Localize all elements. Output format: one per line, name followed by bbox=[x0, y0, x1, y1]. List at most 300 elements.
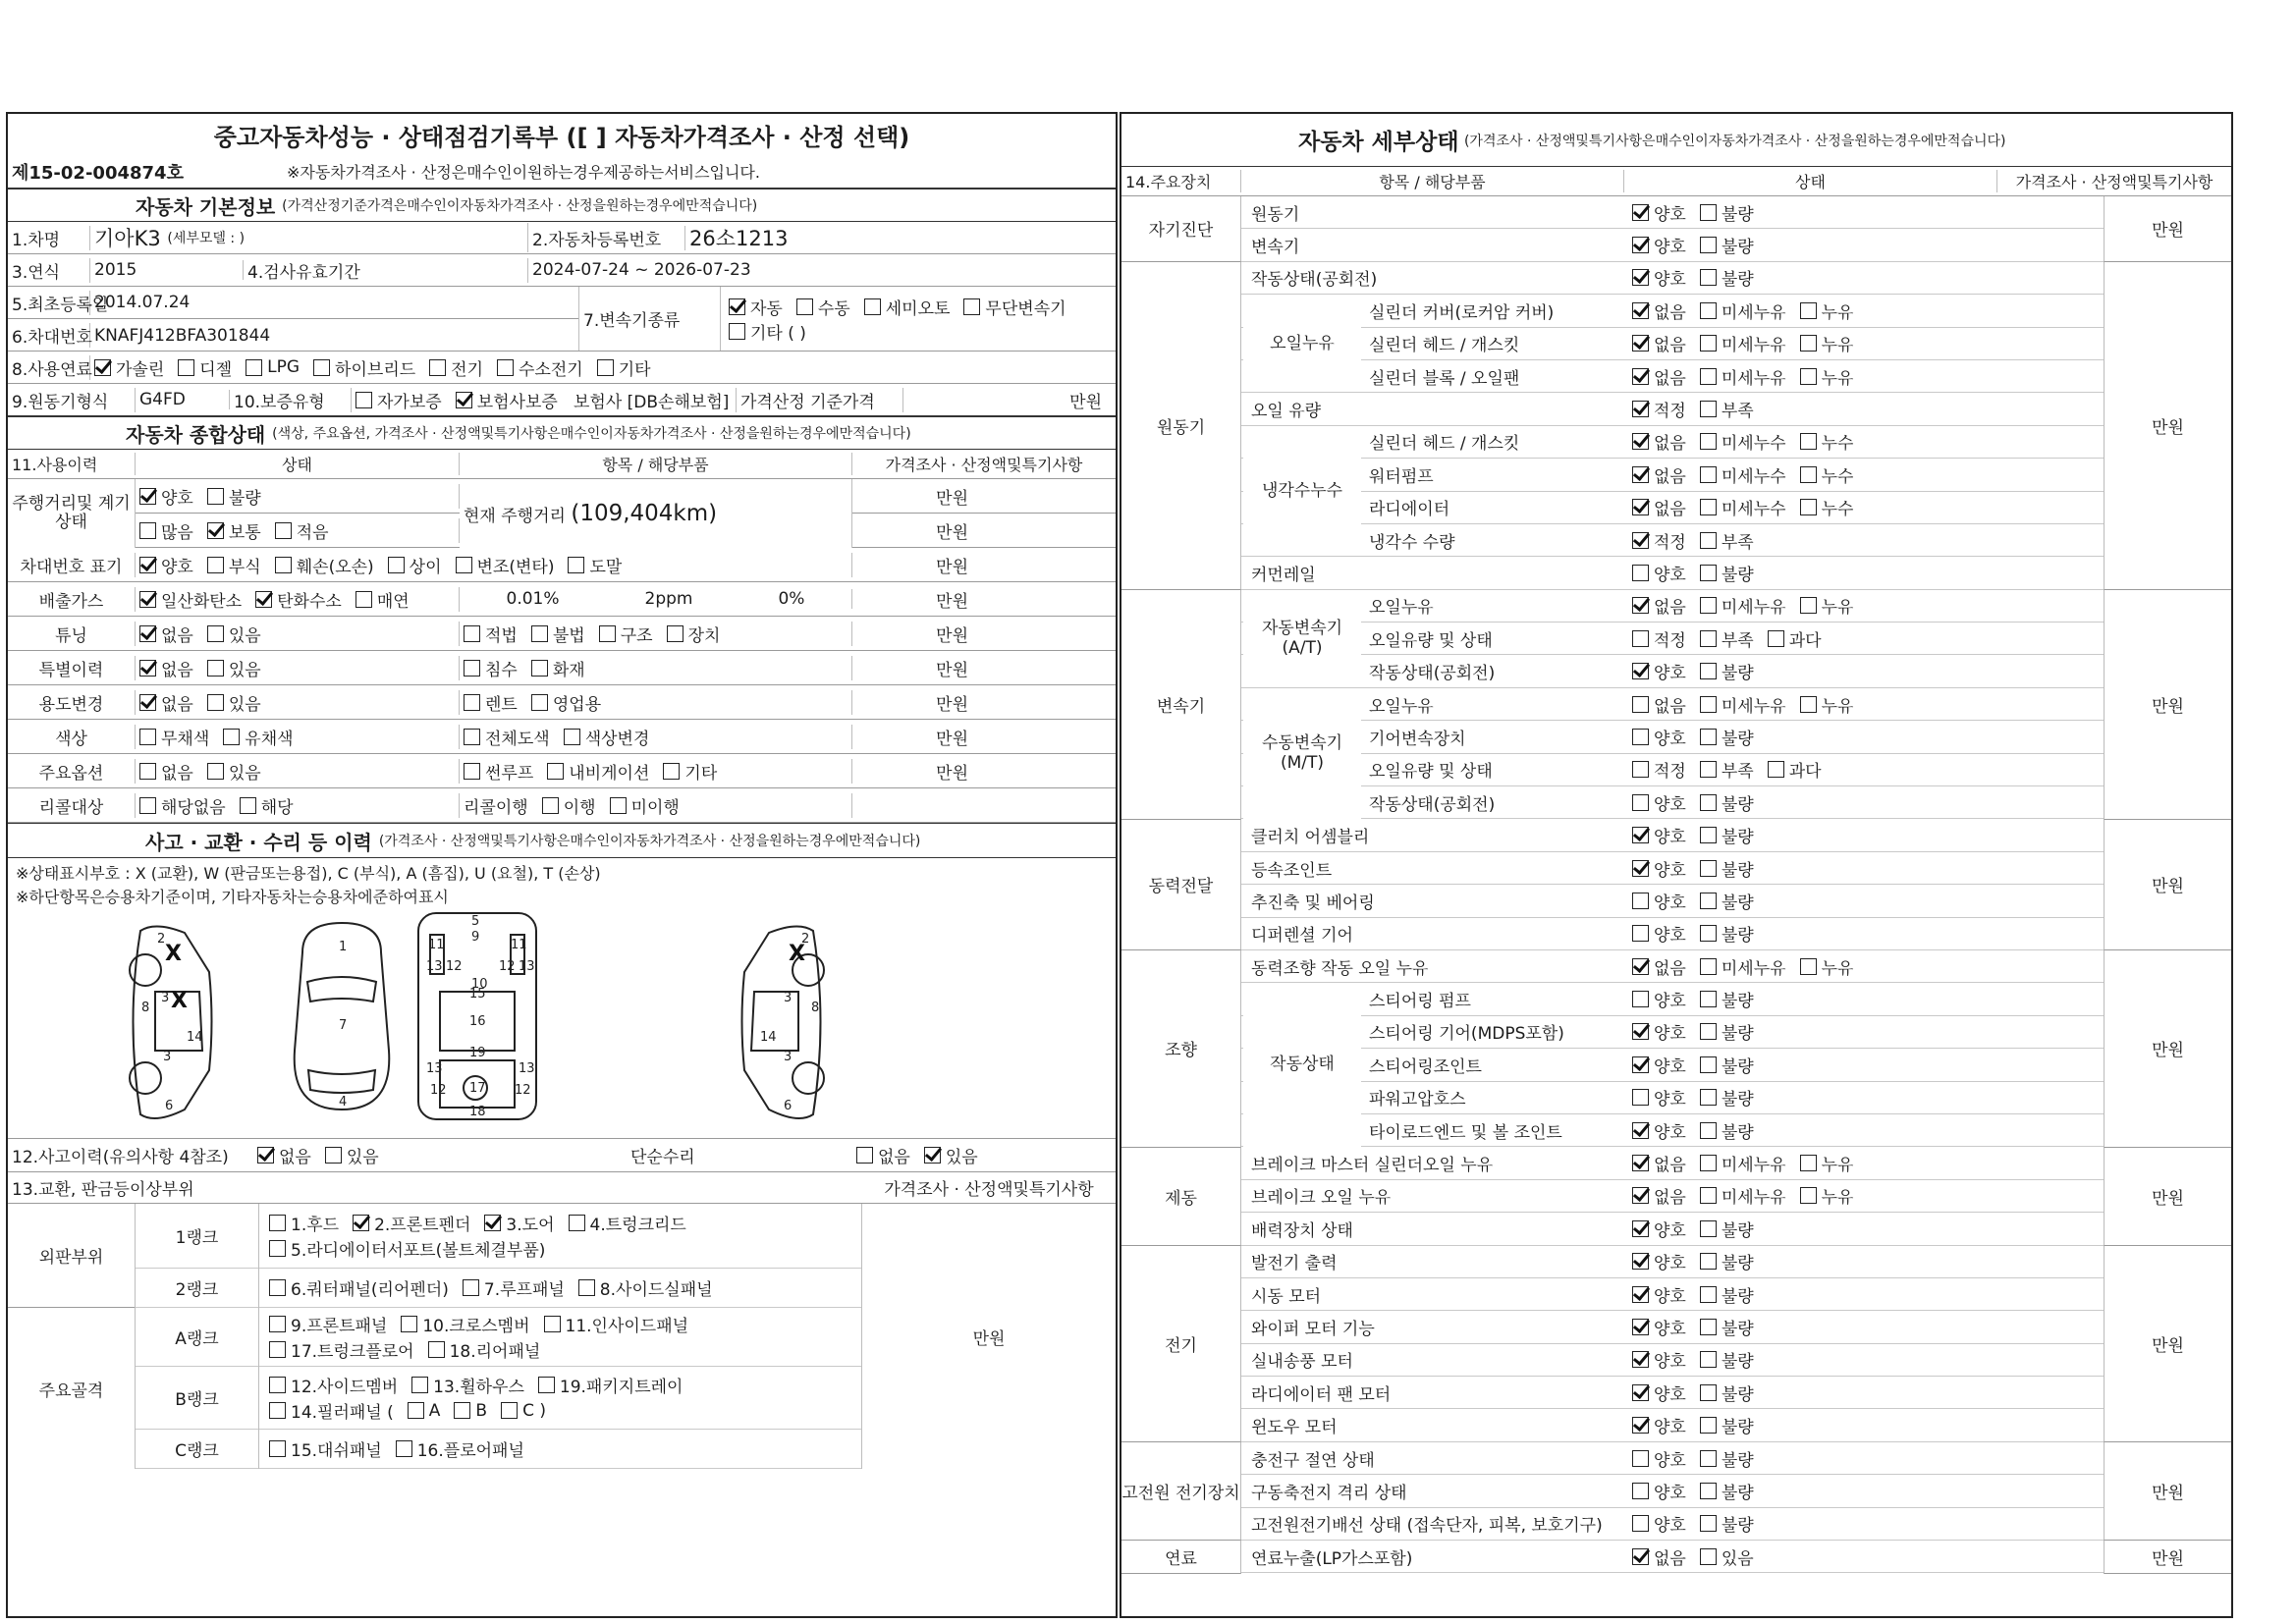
checkbox-option[interactable]: LPG bbox=[246, 357, 300, 377]
checkbox-option[interactable]: 전기 bbox=[429, 355, 483, 380]
checkbox-checked[interactable] bbox=[924, 1147, 941, 1164]
checkbox-checked[interactable] bbox=[139, 591, 156, 608]
checkbox-checked[interactable] bbox=[1632, 499, 1649, 515]
checkbox-option[interactable]: 미세누유 bbox=[1700, 692, 1786, 717]
checkbox-option[interactable]: 전체도색 bbox=[464, 725, 550, 749]
checkbox-checked[interactable] bbox=[255, 591, 272, 608]
checkbox-option[interactable]: 불량 bbox=[1700, 1347, 1754, 1372]
checkbox-unchecked[interactable] bbox=[464, 694, 480, 711]
checkbox-unchecked[interactable] bbox=[464, 625, 480, 642]
checkbox-unchecked[interactable] bbox=[1700, 1483, 1717, 1499]
checkbox-unchecked[interactable] bbox=[1700, 302, 1717, 319]
checkbox-option[interactable]: A bbox=[408, 1401, 441, 1421]
checkbox-unchecked[interactable] bbox=[408, 1402, 424, 1419]
checkbox-option[interactable]: 기타 bbox=[663, 759, 717, 784]
checkbox-option[interactable]: 불량 bbox=[1700, 1053, 1754, 1077]
checkbox-unchecked[interactable] bbox=[1700, 499, 1717, 515]
checkbox-checked[interactable] bbox=[139, 488, 156, 505]
checkbox-unchecked[interactable] bbox=[464, 729, 480, 745]
checkbox-unchecked[interactable] bbox=[1700, 893, 1717, 909]
checkbox-option[interactable]: 16.플로어패널 bbox=[396, 1436, 524, 1461]
checkbox-unchecked[interactable] bbox=[207, 557, 224, 573]
checkbox-unchecked[interactable] bbox=[544, 1316, 561, 1332]
checkbox-option[interactable]: 불량 bbox=[1700, 200, 1754, 225]
checkbox-option[interactable]: 없음 bbox=[139, 759, 193, 784]
checkbox-unchecked[interactable] bbox=[1700, 1023, 1717, 1040]
checkbox-option[interactable]: 불량 bbox=[1700, 1217, 1754, 1241]
checkbox-option[interactable]: 없음 bbox=[856, 1143, 910, 1167]
checkbox-option[interactable]: 하이브리드 bbox=[313, 355, 415, 380]
checkbox-option[interactable]: 없음 bbox=[1632, 495, 1686, 519]
checkbox-unchecked[interactable] bbox=[531, 660, 548, 677]
checkbox-option[interactable]: 디젤 bbox=[178, 355, 232, 380]
checkbox-unchecked[interactable] bbox=[355, 591, 372, 608]
checkbox-option[interactable]: 해당 bbox=[240, 793, 294, 818]
checkbox-checked[interactable] bbox=[1632, 597, 1649, 614]
checkbox-option[interactable]: 19.패키지트레이 bbox=[538, 1373, 683, 1397]
checkbox-option[interactable]: 양호 bbox=[1632, 659, 1686, 683]
checkbox-unchecked[interactable] bbox=[538, 1377, 555, 1393]
checkbox-unchecked[interactable] bbox=[139, 797, 156, 814]
checkbox-unchecked[interactable] bbox=[1700, 729, 1717, 745]
checkbox-unchecked[interactable] bbox=[355, 392, 372, 408]
checkbox-checked[interactable] bbox=[1632, 1023, 1649, 1040]
checkbox-option[interactable]: 유채색 bbox=[223, 725, 293, 749]
checkbox-unchecked[interactable] bbox=[963, 298, 980, 315]
checkbox-option[interactable]: 불량 bbox=[1700, 659, 1754, 683]
checkbox-option[interactable]: 렌트 bbox=[464, 690, 518, 715]
checkbox-option[interactable]: 양호 bbox=[1632, 790, 1686, 815]
checkbox-unchecked[interactable] bbox=[1700, 958, 1717, 975]
checkbox-unchecked[interactable] bbox=[568, 557, 584, 573]
checkbox-checked[interactable] bbox=[94, 359, 111, 376]
checkbox-option[interactable]: 자가보증 bbox=[355, 388, 442, 412]
checkbox-unchecked[interactable] bbox=[139, 729, 156, 745]
checkbox-option[interactable]: 상이 bbox=[388, 553, 442, 577]
checkbox-option[interactable]: 색상변경 bbox=[564, 725, 650, 749]
checkbox-checked[interactable] bbox=[1632, 368, 1649, 385]
checkbox-unchecked[interactable] bbox=[269, 1279, 286, 1296]
checkbox-option[interactable]: 침수 bbox=[464, 656, 518, 680]
checkbox-option[interactable]: 미세누유 bbox=[1700, 954, 1786, 979]
checkbox-option[interactable]: 이행 bbox=[542, 793, 596, 818]
checkbox-option[interactable]: 과다 bbox=[1768, 757, 1822, 782]
checkbox-unchecked[interactable] bbox=[1700, 696, 1717, 713]
checkbox-unchecked[interactable] bbox=[207, 488, 224, 505]
checkbox-checked[interactable] bbox=[1632, 269, 1649, 286]
checkbox-option[interactable]: 있음 bbox=[207, 759, 261, 784]
checkbox-option[interactable]: 부족 bbox=[1700, 528, 1754, 553]
checkbox-unchecked[interactable] bbox=[1700, 663, 1717, 679]
checkbox-unchecked[interactable] bbox=[1768, 630, 1784, 647]
checkbox-checked[interactable] bbox=[1632, 860, 1649, 877]
checkbox-checked[interactable] bbox=[1632, 1319, 1649, 1335]
checkbox-option[interactable]: 없음 bbox=[1632, 593, 1686, 618]
checkbox-option[interactable]: 양호 bbox=[1632, 1315, 1686, 1339]
checkbox-checked[interactable] bbox=[1632, 204, 1649, 221]
checkbox-option[interactable]: 누수 bbox=[1800, 429, 1854, 454]
checkbox-option[interactable]: 양호 bbox=[1632, 1380, 1686, 1405]
checkbox-option[interactable]: 불량 bbox=[1700, 265, 1754, 290]
checkbox-unchecked[interactable] bbox=[269, 1402, 286, 1419]
checkbox-checked[interactable] bbox=[456, 392, 472, 408]
checkbox-option[interactable]: 양호 bbox=[1632, 823, 1686, 847]
checkbox-option[interactable]: 누유 bbox=[1800, 692, 1854, 717]
checkbox-option[interactable]: 양호 bbox=[1632, 1118, 1686, 1143]
checkbox-option[interactable]: 적음 bbox=[275, 518, 329, 543]
checkbox-unchecked[interactable] bbox=[269, 1440, 286, 1457]
checkbox-checked[interactable] bbox=[484, 1215, 501, 1231]
checkbox-option[interactable]: 11.인사이드패널 bbox=[544, 1312, 689, 1336]
checkbox-option[interactable]: 양호 bbox=[1632, 1085, 1686, 1110]
checkbox-checked[interactable] bbox=[1632, 466, 1649, 483]
checkbox-option[interactable]: 14.필러패널 ( bbox=[269, 1398, 394, 1423]
checkbox-option[interactable]: 보통 bbox=[207, 518, 261, 543]
checkbox-unchecked[interactable] bbox=[396, 1440, 412, 1457]
checkbox-checked[interactable] bbox=[139, 660, 156, 677]
checkbox-unchecked[interactable] bbox=[564, 729, 580, 745]
checkbox-option[interactable]: 많음 bbox=[139, 518, 193, 543]
checkbox-option[interactable]: 누유 bbox=[1800, 1183, 1854, 1208]
checkbox-unchecked[interactable] bbox=[269, 1377, 286, 1393]
checkbox-unchecked[interactable] bbox=[269, 1240, 286, 1257]
checkbox-unchecked[interactable] bbox=[1700, 1253, 1717, 1270]
checkbox-unchecked[interactable] bbox=[1700, 761, 1717, 778]
checkbox-option[interactable]: 불량 bbox=[1700, 1511, 1754, 1536]
checkbox-option[interactable]: 없음 bbox=[139, 690, 193, 715]
checkbox-option[interactable]: 누유 bbox=[1800, 331, 1854, 355]
checkbox-unchecked[interactable] bbox=[1768, 761, 1784, 778]
checkbox-unchecked[interactable] bbox=[597, 359, 614, 376]
checkbox-option[interactable]: 있음 bbox=[207, 656, 261, 680]
checkbox-option[interactable]: 훼손(오손) bbox=[275, 553, 374, 577]
checkbox-option[interactable]: 불량 bbox=[1700, 1249, 1754, 1273]
checkbox-option[interactable]: 누유 bbox=[1800, 1151, 1854, 1175]
checkbox-option[interactable]: 도말 bbox=[568, 553, 622, 577]
checkbox-option[interactable]: 기타 bbox=[597, 355, 651, 380]
checkbox-unchecked[interactable] bbox=[1700, 433, 1717, 450]
checkbox-unchecked[interactable] bbox=[856, 1147, 873, 1164]
checkbox-unchecked[interactable] bbox=[1700, 630, 1717, 647]
checkbox-unchecked[interactable] bbox=[428, 1341, 445, 1358]
checkbox-checked[interactable] bbox=[1632, 1220, 1649, 1237]
checkbox-unchecked[interactable] bbox=[1700, 794, 1717, 811]
checkbox-option[interactable]: 18.리어패널 bbox=[428, 1337, 541, 1362]
checkbox-unchecked[interactable] bbox=[796, 298, 813, 315]
checkbox-option[interactable]: 양호 bbox=[1632, 987, 1686, 1011]
checkbox-unchecked[interactable] bbox=[1700, 991, 1717, 1007]
checkbox-unchecked[interactable] bbox=[207, 694, 224, 711]
checkbox-option[interactable]: 누유 bbox=[1800, 593, 1854, 618]
checkbox-unchecked[interactable] bbox=[1632, 1450, 1649, 1467]
checkbox-option[interactable]: 불량 bbox=[1700, 1446, 1754, 1471]
checkbox-unchecked[interactable] bbox=[207, 660, 224, 677]
checkbox-option[interactable]: 미이행 bbox=[610, 793, 680, 818]
checkbox-option[interactable]: 기타 ( ) bbox=[729, 319, 806, 344]
checkbox-unchecked[interactable] bbox=[1700, 532, 1717, 549]
checkbox-option[interactable]: 부족 bbox=[1700, 626, 1754, 651]
checkbox-option[interactable]: 1.후드 bbox=[269, 1211, 339, 1235]
checkbox-option[interactable]: 양호 bbox=[1632, 921, 1686, 946]
checkbox-option[interactable]: 없음 bbox=[139, 656, 193, 680]
checkbox-unchecked[interactable] bbox=[207, 763, 224, 780]
checkbox-checked[interactable] bbox=[1632, 1384, 1649, 1401]
checkbox-option[interactable]: 보험사보증 bbox=[456, 388, 558, 412]
checkbox-option[interactable]: 불량 bbox=[207, 484, 261, 509]
checkbox-unchecked[interactable] bbox=[429, 359, 446, 376]
checkbox-checked[interactable] bbox=[207, 522, 224, 539]
checkbox-option[interactable]: 불량 bbox=[1700, 1413, 1754, 1437]
checkbox-option[interactable]: 수동 bbox=[796, 295, 850, 319]
checkbox-option[interactable]: 없음 bbox=[139, 622, 193, 646]
checkbox-option[interactable]: 불량 bbox=[1700, 921, 1754, 946]
checkbox-option[interactable]: 누수 bbox=[1800, 495, 1854, 519]
checkbox-unchecked[interactable] bbox=[1700, 1319, 1717, 1335]
checkbox-unchecked[interactable] bbox=[1700, 1155, 1717, 1171]
checkbox-unchecked[interactable] bbox=[667, 625, 683, 642]
checkbox-checked[interactable] bbox=[1632, 1187, 1649, 1204]
checkbox-unchecked[interactable] bbox=[269, 1316, 286, 1332]
checkbox-option[interactable]: 화재 bbox=[531, 656, 585, 680]
checkbox-option[interactable]: 해당없음 bbox=[139, 793, 226, 818]
checkbox-option[interactable]: 양호 bbox=[1632, 889, 1686, 913]
checkbox-option[interactable]: 불량 bbox=[1700, 725, 1754, 749]
checkbox-option[interactable]: 없음 bbox=[1632, 429, 1686, 454]
checkbox-option[interactable]: 부식 bbox=[207, 553, 261, 577]
checkbox-option[interactable]: 적정 bbox=[1632, 397, 1686, 421]
checkbox-option[interactable]: 양호 bbox=[1632, 561, 1686, 585]
checkbox-unchecked[interactable] bbox=[1700, 1187, 1717, 1204]
checkbox-unchecked[interactable] bbox=[1700, 368, 1717, 385]
checkbox-unchecked[interactable] bbox=[1700, 1351, 1717, 1368]
checkbox-option[interactable]: 6.쿼터패널(리어펜더) bbox=[269, 1275, 449, 1300]
checkbox-checked[interactable] bbox=[1632, 532, 1649, 549]
checkbox-unchecked[interactable] bbox=[388, 557, 405, 573]
checkbox-unchecked[interactable] bbox=[1632, 1515, 1649, 1532]
checkbox-option[interactable]: 적정 bbox=[1632, 528, 1686, 553]
checkbox-unchecked[interactable] bbox=[246, 359, 262, 376]
checkbox-option[interactable]: 불량 bbox=[1700, 856, 1754, 881]
checkbox-option[interactable]: 장치 bbox=[667, 622, 721, 646]
checkbox-checked[interactable] bbox=[257, 1147, 274, 1164]
checkbox-checked[interactable] bbox=[1632, 1122, 1649, 1139]
checkbox-option[interactable]: 17.트렁크플로어 bbox=[269, 1337, 414, 1362]
checkbox-unchecked[interactable] bbox=[207, 625, 224, 642]
checkbox-checked[interactable] bbox=[1632, 302, 1649, 319]
checkbox-option[interactable]: 불량 bbox=[1700, 1380, 1754, 1405]
checkbox-option[interactable]: 불량 bbox=[1700, 1315, 1754, 1339]
checkbox-unchecked[interactable] bbox=[1632, 794, 1649, 811]
checkbox-option[interactable]: 매연 bbox=[355, 587, 410, 612]
checkbox-option[interactable]: 양호 bbox=[139, 484, 193, 509]
checkbox-unchecked[interactable] bbox=[729, 323, 745, 340]
checkbox-unchecked[interactable] bbox=[1632, 1089, 1649, 1106]
checkbox-option[interactable]: 양호 bbox=[1632, 200, 1686, 225]
checkbox-option[interactable]: 누유 bbox=[1800, 364, 1854, 389]
checkbox-unchecked[interactable] bbox=[1700, 335, 1717, 352]
checkbox-unchecked[interactable] bbox=[578, 1279, 595, 1296]
checkbox-unchecked[interactable] bbox=[139, 763, 156, 780]
checkbox-unchecked[interactable] bbox=[1700, 1056, 1717, 1073]
checkbox-option[interactable]: 미세누유 bbox=[1700, 593, 1786, 618]
checkbox-checked[interactable] bbox=[1632, 433, 1649, 450]
checkbox-unchecked[interactable] bbox=[1800, 696, 1817, 713]
checkbox-option[interactable]: 미세누수 bbox=[1700, 462, 1786, 487]
checkbox-checked[interactable] bbox=[1632, 958, 1649, 975]
checkbox-unchecked[interactable] bbox=[1700, 237, 1717, 253]
checkbox-unchecked[interactable] bbox=[463, 1279, 479, 1296]
checkbox-option[interactable]: 15.대쉬패널 bbox=[269, 1436, 382, 1461]
checkbox-option[interactable]: 없음 bbox=[1632, 331, 1686, 355]
checkbox-option[interactable]: 양호 bbox=[1632, 1479, 1686, 1503]
checkbox-unchecked[interactable] bbox=[501, 1402, 518, 1419]
checkbox-option[interactable]: 양호 bbox=[1632, 265, 1686, 290]
checkbox-option[interactable]: 양호 bbox=[1632, 1217, 1686, 1241]
checkbox-option[interactable]: 미세누수 bbox=[1700, 495, 1786, 519]
checkbox-unchecked[interactable] bbox=[1632, 991, 1649, 1007]
checkbox-unchecked[interactable] bbox=[1800, 597, 1817, 614]
checkbox-unchecked[interactable] bbox=[464, 763, 480, 780]
checkbox-unchecked[interactable] bbox=[1700, 1220, 1717, 1237]
checkbox-option[interactable]: 영업용 bbox=[531, 690, 601, 715]
checkbox-unchecked[interactable] bbox=[1700, 1122, 1717, 1139]
checkbox-unchecked[interactable] bbox=[1700, 204, 1717, 221]
checkbox-unchecked[interactable] bbox=[1632, 1483, 1649, 1499]
checkbox-checked[interactable] bbox=[1632, 1548, 1649, 1565]
checkbox-option[interactable]: 불량 bbox=[1700, 233, 1754, 257]
checkbox-checked[interactable] bbox=[1632, 1056, 1649, 1073]
checkbox-option[interactable]: 없음 bbox=[1632, 692, 1686, 717]
checkbox-option[interactable]: 2.프론트펜더 bbox=[353, 1211, 470, 1235]
checkbox-option[interactable]: 불량 bbox=[1700, 1282, 1754, 1307]
checkbox-option[interactable]: 양호 bbox=[1632, 725, 1686, 749]
checkbox-option[interactable]: 누유 bbox=[1800, 298, 1854, 323]
checkbox-option[interactable]: 5.라디에이터서포트(볼트체결부품) bbox=[269, 1236, 545, 1261]
checkbox-checked[interactable] bbox=[353, 1215, 369, 1231]
checkbox-option[interactable]: 양호 bbox=[1632, 1347, 1686, 1372]
checkbox-option[interactable]: 9.프론트패널 bbox=[269, 1312, 387, 1336]
checkbox-unchecked[interactable] bbox=[269, 1341, 286, 1358]
checkbox-checked[interactable] bbox=[1632, 1286, 1649, 1303]
checkbox-unchecked[interactable] bbox=[178, 359, 194, 376]
checkbox-option[interactable]: 양호 bbox=[1632, 1413, 1686, 1437]
checkbox-option[interactable]: 세미오토 bbox=[864, 295, 951, 319]
checkbox-unchecked[interactable] bbox=[1700, 565, 1717, 581]
checkbox-option[interactable]: 썬루프 bbox=[464, 759, 533, 784]
checkbox-option[interactable]: 있음 bbox=[207, 622, 261, 646]
checkbox-unchecked[interactable] bbox=[454, 1402, 470, 1419]
checkbox-option[interactable]: 없음 bbox=[1632, 1183, 1686, 1208]
checkbox-option[interactable]: 불법 bbox=[531, 622, 585, 646]
checkbox-option[interactable]: 수소전기 bbox=[497, 355, 583, 380]
checkbox-unchecked[interactable] bbox=[542, 797, 559, 814]
checkbox-unchecked[interactable] bbox=[1700, 1450, 1717, 1467]
checkbox-unchecked[interactable] bbox=[1700, 860, 1717, 877]
checkbox-option[interactable]: 과다 bbox=[1768, 626, 1822, 651]
checkbox-option[interactable]: 양호 bbox=[1632, 1511, 1686, 1536]
checkbox-option[interactable]: 양호 bbox=[1632, 1446, 1686, 1471]
checkbox-unchecked[interactable] bbox=[864, 298, 881, 315]
checkbox-unchecked[interactable] bbox=[1700, 597, 1717, 614]
checkbox-option[interactable]: 가솔린 bbox=[94, 355, 164, 380]
checkbox-option[interactable]: 없음 bbox=[1632, 462, 1686, 487]
checkbox-unchecked[interactable] bbox=[1800, 302, 1817, 319]
checkbox-option[interactable]: 무채색 bbox=[139, 725, 209, 749]
checkbox-unchecked[interactable] bbox=[1700, 1417, 1717, 1434]
checkbox-option[interactable]: 변조(변타) bbox=[456, 553, 555, 577]
checkbox-checked[interactable] bbox=[1632, 827, 1649, 843]
checkbox-option[interactable]: 불량 bbox=[1700, 1118, 1754, 1143]
checkbox-option[interactable]: 불량 bbox=[1700, 823, 1754, 847]
checkbox-option[interactable]: 미세누유 bbox=[1700, 1151, 1786, 1175]
checkbox-unchecked[interactable] bbox=[464, 660, 480, 677]
checkbox-option[interactable]: 적법 bbox=[464, 622, 518, 646]
checkbox-option[interactable]: 10.크로스멤버 bbox=[401, 1312, 529, 1336]
checkbox-option[interactable]: 양호 bbox=[139, 553, 193, 577]
checkbox-option[interactable]: 적정 bbox=[1632, 757, 1686, 782]
checkbox-unchecked[interactable] bbox=[569, 1215, 585, 1231]
checkbox-unchecked[interactable] bbox=[1632, 925, 1649, 942]
checkbox-option[interactable]: 양호 bbox=[1632, 1249, 1686, 1273]
checkbox-unchecked[interactable] bbox=[1632, 630, 1649, 647]
checkbox-unchecked[interactable] bbox=[531, 694, 548, 711]
checkbox-option[interactable]: 있음 bbox=[207, 690, 261, 715]
checkbox-unchecked[interactable] bbox=[497, 359, 514, 376]
checkbox-unchecked[interactable] bbox=[456, 557, 472, 573]
checkbox-unchecked[interactable] bbox=[1700, 1515, 1717, 1532]
checkbox-option[interactable]: 불량 bbox=[1700, 790, 1754, 815]
checkbox-option[interactable]: 무단변속기 bbox=[963, 295, 1066, 319]
checkbox-unchecked[interactable] bbox=[223, 729, 240, 745]
checkbox-unchecked[interactable] bbox=[401, 1316, 417, 1332]
checkbox-unchecked[interactable] bbox=[1700, 269, 1717, 286]
checkbox-option[interactable]: 없음 bbox=[1632, 1151, 1686, 1175]
checkbox-option[interactable]: 자동 bbox=[729, 295, 783, 319]
checkbox-option[interactable]: 있음 bbox=[1700, 1544, 1754, 1569]
checkbox-unchecked[interactable] bbox=[1700, 466, 1717, 483]
checkbox-option[interactable]: 누유 bbox=[1800, 954, 1854, 979]
checkbox-option[interactable]: 7.루프패널 bbox=[463, 1275, 565, 1300]
checkbox-option[interactable]: 불량 bbox=[1700, 889, 1754, 913]
checkbox-option[interactable]: 일산화탄소 bbox=[139, 587, 242, 612]
checkbox-option[interactable]: 12.사이드멤버 bbox=[269, 1373, 398, 1397]
checkbox-unchecked[interactable] bbox=[663, 763, 680, 780]
checkbox-option[interactable]: 미세누유 bbox=[1700, 364, 1786, 389]
checkbox-unchecked[interactable] bbox=[139, 522, 156, 539]
checkbox-option[interactable]: 8.사이드실패널 bbox=[578, 1275, 713, 1300]
checkbox-unchecked[interactable] bbox=[1632, 893, 1649, 909]
checkbox-option[interactable]: 없음 bbox=[257, 1143, 311, 1167]
checkbox-option[interactable]: 양호 bbox=[1632, 1053, 1686, 1077]
checkbox-option[interactable]: 3.도어 bbox=[484, 1211, 554, 1235]
checkbox-unchecked[interactable] bbox=[1700, 401, 1717, 417]
checkbox-unchecked[interactable] bbox=[1800, 433, 1817, 450]
checkbox-unchecked[interactable] bbox=[1700, 1548, 1717, 1565]
checkbox-option[interactable]: 양호 bbox=[1632, 1282, 1686, 1307]
checkbox-checked[interactable] bbox=[1632, 401, 1649, 417]
checkbox-unchecked[interactable] bbox=[1700, 1089, 1717, 1106]
checkbox-unchecked[interactable] bbox=[1800, 1187, 1817, 1204]
checkbox-option[interactable]: 있음 bbox=[325, 1143, 379, 1167]
checkbox-unchecked[interactable] bbox=[610, 797, 627, 814]
checkbox-checked[interactable] bbox=[1632, 335, 1649, 352]
checkbox-unchecked[interactable] bbox=[313, 359, 330, 376]
checkbox-unchecked[interactable] bbox=[1800, 466, 1817, 483]
checkbox-option[interactable]: 미세누유 bbox=[1700, 1183, 1786, 1208]
checkbox-unchecked[interactable] bbox=[1632, 761, 1649, 778]
checkbox-checked[interactable] bbox=[139, 694, 156, 711]
checkbox-option[interactable]: 불량 bbox=[1700, 1085, 1754, 1110]
